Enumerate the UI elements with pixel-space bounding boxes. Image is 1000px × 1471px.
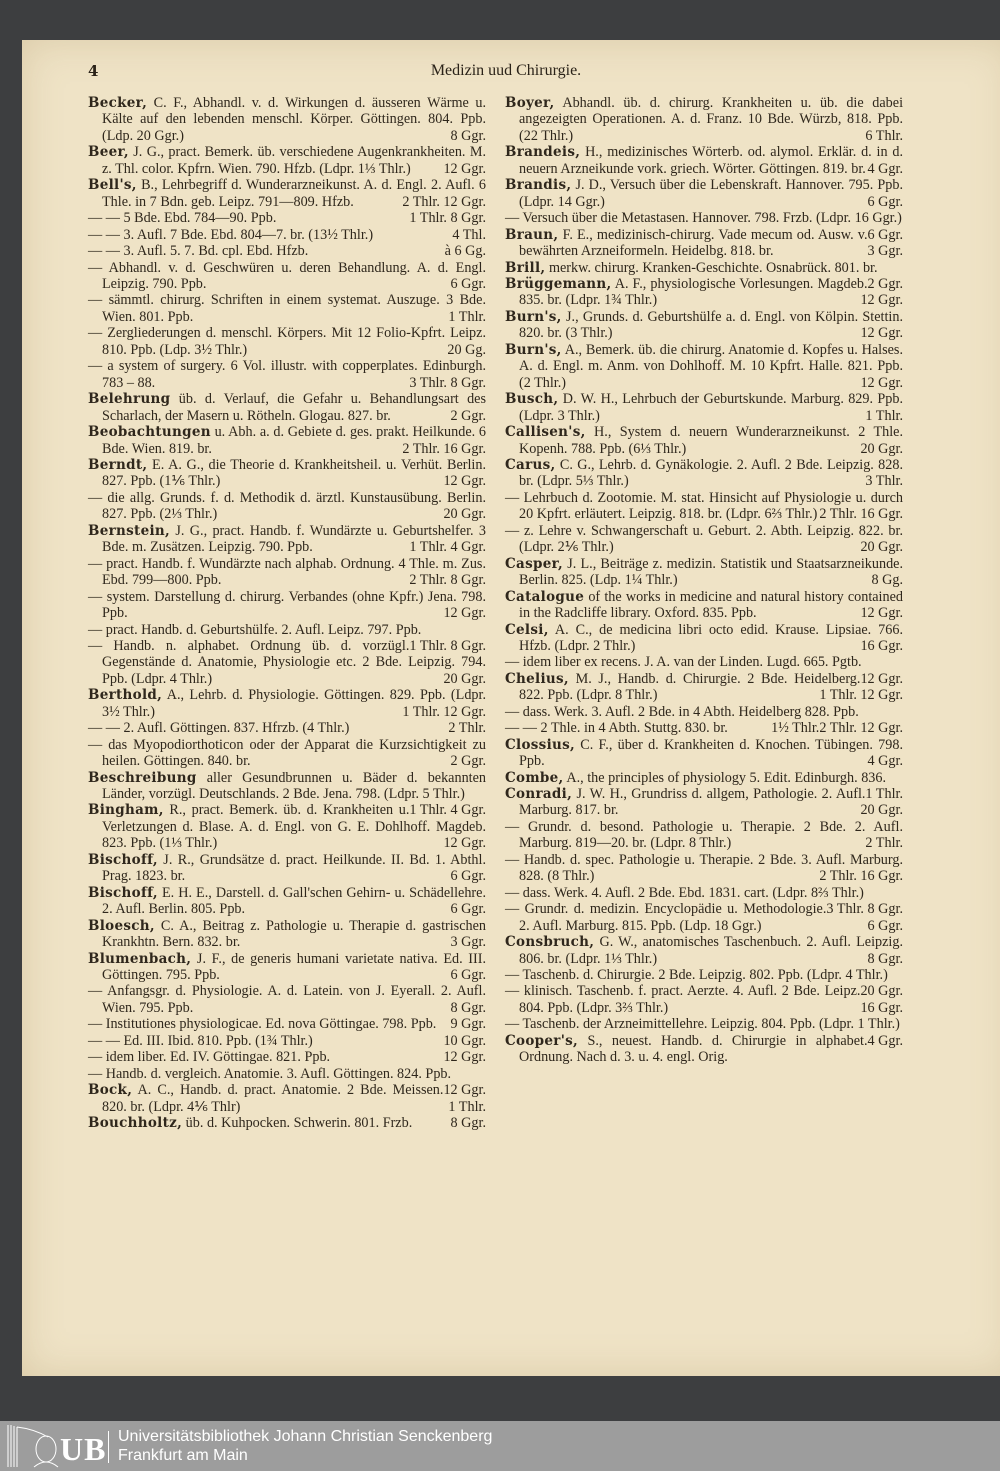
left-column [88, 95, 486, 1132]
entry-description: — sämmtl. chirurg. Schriften in einem systemat. Auszuge. 3 Bde. Wien. 801. Ppb. [88, 292, 486, 325]
entry-description: — Abhandl. v. d. Geschwüren u. deren Behandlung. A. d. Engl. Leipzig. 790. Ppb. [88, 259, 486, 292]
entry-price: 8 Ggr. [450, 999, 486, 1016]
entry-price: 1½ Thlr. [771, 720, 820, 737]
entry-author: Brandis, [505, 177, 572, 194]
catalog-entry [88, 951, 486, 984]
entry-description: A., the principles of physiology 5. Edit. Edinburgh. 836. [566, 769, 887, 786]
catalog-entry [88, 885, 486, 918]
catalog-entry [505, 523, 903, 556]
catalog-entry [88, 243, 486, 259]
catalog-entry [505, 589, 903, 622]
catalog-entry [505, 95, 903, 144]
entry-author: Bischoff, [88, 851, 158, 868]
entry-description: E. A. G., die Theorie d. Krankheitsheil. u. Verhüt. Berlin. 827. Ppb. (1⅙ Thlr.) [102, 456, 486, 490]
entry-description: üb. d. Kuhpocken. Schwerin. 801. Frzb. [185, 1115, 413, 1132]
catalog-entry [88, 490, 486, 523]
entry-description: — Institutiones physiologicae. Ed. nova Göttingae. 798. Ppb. [88, 1016, 437, 1033]
entry-description: J. F., de generis humani varietate nativa. Ed. III. Göttingen. 795. Ppb. [102, 950, 487, 984]
entry-price: 6 Ggr. [450, 868, 486, 885]
entry-description: u. Abh. a. d. Gebiete d. ges. prakt. Heilkunde. 6 Bde. Wien. 819. br. [102, 424, 486, 457]
entry-description: — Handb. d. vergleich. Anatomie. 3. Aufl. Göttingen. 824. Ppb. [88, 1065, 452, 1082]
entry-price: 20 Ggr. [860, 802, 903, 819]
catalog-entry [88, 325, 486, 358]
entry-author: Callisen's, [505, 424, 586, 441]
entry-author: Bloesch, [88, 917, 155, 934]
entry-price: 20 Gg. [447, 341, 486, 358]
entry-description: Abhandl. üb. d. chirurg. Krankheiten u. üb. die dabei angezeigten Operationen. A. d. Franz. 10 Bde. Würzb, 818. Ppb. (22 Thlr.) [519, 95, 904, 144]
entry-author: Casper, [505, 555, 564, 572]
logo-divider [108, 1431, 109, 1463]
page-header [88, 62, 924, 82]
catalog-entry [505, 786, 903, 819]
entry-author: Chelius, [505, 670, 569, 687]
catalog-entry [88, 852, 486, 885]
entry-price: 1 Thlr. 4 Ggr. [409, 539, 486, 556]
entry-author: Boyer, [505, 95, 555, 111]
entry-description: C. F., Abhandl. v. d. Wirkungen d. äusseren Wärme u. Kälte auf den lebenden menschl. Körper. Göttingen. 804. Ppb. (Ldp. 20 Ggr.) [102, 95, 487, 144]
entry-author: Celsi, [505, 621, 549, 638]
entry-price: 6 Ggr. [450, 901, 486, 918]
entry-description: — a system of surgery. 6 Vol. illustr. with copperplates. Edinburgh. 783 – 88. [88, 358, 486, 391]
entry-author: Beobachtungen [88, 424, 211, 441]
catalog-entry [88, 983, 486, 1016]
entry-description: G. W., anatomisches Taschenbuch. 2. Aufl. Leipzig. 806. br. (Ldpr. 1⅓ Thlr.) [519, 934, 903, 967]
entry-description: H., System d. neuern Wunderarzneikunst. 2 Thle. Kopenh. 788. Ppb. (6⅓ Thlr.) [519, 424, 903, 457]
library-name [118, 1427, 492, 1465]
entry-price: 12 Ggr. [860, 670, 903, 687]
entry-description: H., medizinisches Wörterb. od. alymol. Erklär. d. in d. neuern Arzneikunde vork. griech. Wörter. Göttingen. 819. br. [519, 144, 904, 177]
catalog-entry [88, 687, 486, 720]
entry-price: 6 Ggr. [867, 193, 903, 210]
catalog-entry [505, 342, 903, 391]
entry-price: 6 Ggr. [450, 967, 486, 984]
entry-description: — das Myopodiorthoticon oder der Apparat die Kurzsichtigkeit zu heilen. Göttingen. 840. br. [88, 736, 486, 770]
entry-price: 1 Thlr. [865, 407, 903, 424]
entry-description: — dass. Werk. 3. Aufl. 2 Bde. in 4 Abth. Heidelberg 828. Ppb. [505, 703, 859, 720]
entry-author: Burn's, [505, 308, 562, 325]
entry-price: 6 Ggr. [867, 226, 903, 243]
entry-author: Consbruch, [505, 934, 595, 951]
page-number: 4 [88, 62, 99, 80]
entry-author: Belehrung [88, 391, 171, 408]
entry-price: 8 Gg. [871, 572, 903, 589]
entry-description: — — 3. Aufl. 7 Bde. Ebd. 804—7. br. (13½ Thlr.) [88, 226, 374, 243]
entry-price: 2 Ggr. [450, 407, 486, 424]
entry-description: — Taschenb. der Arzneimittellehre. Leipzig. 804. Ppb. (Ldpr. 1 Thlr.) [505, 1016, 900, 1033]
entry-price: 16 Ggr. [860, 637, 903, 654]
entry-price: 2 Ggr. [867, 275, 903, 292]
entry-price: 12 Ggr. [860, 605, 903, 622]
catalog-entry [88, 737, 486, 770]
entry-price: 12 Ggr. [443, 1049, 486, 1066]
entry-price: 1 Thlr. 8 Ggr. [409, 637, 486, 654]
entry-author: Beer, [88, 144, 129, 161]
catalog-entry [88, 358, 486, 391]
catalog-entry [88, 1115, 486, 1131]
entry-price: 3 Thlr. [865, 473, 903, 490]
entry-description: J. L., Beiträge z. medizin. Statistik und Staatsarzneikunde. Berlin. 825. (Ldp. 1¼ Thlr.) [519, 555, 904, 589]
entry-description: — idem liber ex recens. J. A. van der Linden. Lugd. 665. Pgtb. [505, 654, 862, 671]
entry-author: Brandeis, [505, 144, 581, 161]
entry-description: — Versuch über die Metastasen. Hannover. 798. Frzb. (Ldpr. 16 Ggr.) [505, 210, 902, 227]
entry-description: üb. d. Verlauf, die Gefahr u. Behandlungsart des Scharlach, der Masern u. Rötheln. Glogau. 827. br. [102, 391, 486, 424]
entry-price: 6 Thlr. [865, 127, 903, 144]
entry-description: — — 5 Bde. Ebd. 784—90. Ppb. [88, 210, 277, 227]
entry-author: Blumenbach, [88, 950, 192, 967]
catalog-entry [505, 737, 903, 770]
entry-description: — Taschenb. d. Chirurgie. 2 Bde. Leipzig. 802. Ppb. (Ldpr. 4 Thlr.) [505, 967, 888, 984]
catalog-entry [88, 918, 486, 951]
entry-author: Berndt, [88, 456, 148, 473]
entry-price: 3 Thlr. 8 Ggr. [826, 901, 903, 918]
catalog-entry [505, 276, 903, 309]
catalog-entry [88, 523, 486, 556]
entry-price: 1 Thlr. 8 Ggr. [409, 210, 486, 227]
entry-price: 12 Ggr. [443, 473, 486, 490]
entry-author: Carus, [505, 456, 556, 473]
entry-author: Berthold, [88, 687, 163, 704]
catalog-entry [505, 671, 903, 704]
entry-author: Clossius, [505, 736, 576, 753]
right-column [505, 95, 903, 1066]
catalog-entry [88, 621, 486, 654]
entry-price: 4 Thl. [452, 226, 486, 243]
entry-price: 3 Ggr. [450, 934, 486, 951]
catalog-entry [88, 424, 486, 457]
catalog-entry [88, 144, 486, 177]
entry-price: 12 Ggr. [443, 1082, 486, 1099]
entry-description: J., Grunds. d. Geburtshülfe a. d. Engl. von Kölpin. Stettin. 820. br. (3 Thlr.) [519, 308, 904, 342]
catalog-entry [88, 589, 486, 622]
entry-author: Becker, [88, 95, 148, 111]
entry-price: 20 Ggr. [443, 670, 486, 687]
entry-description: J. R., Grundsätze d. pract. Heilkunde. II. Bd. 1. Abthl. Prag. 1823. br. [102, 851, 486, 885]
entry-price: 8 Ggr. [867, 950, 903, 967]
entry-description: — — 2 Thle. in 4 Abth. Stuttg. 830. br. [505, 720, 728, 737]
entry-description: S., neuest. Handb. d. Chirurgie in alphabet. Ordnung. Nach d. 3. u. 4. engl. Orig. [519, 1032, 868, 1066]
entry-author: Bell's, [88, 177, 137, 194]
entry-author: Busch, [505, 391, 559, 408]
entry-price: 12 Ggr. [443, 835, 486, 852]
catalog-entry [88, 1033, 486, 1049]
entry-description: — — Ed. III. Ibid. 810. Ppb. (1¾ Thlr.) [88, 1032, 313, 1049]
entry-price: 12 Ggr. [860, 292, 903, 309]
catalog-entry [505, 391, 903, 424]
catalog-entry [88, 177, 486, 210]
library-name-line2: Frankfurt am Main [118, 1447, 248, 1464]
entry-description: — die allg. Grunds. f. d. Methodik d. ärztl. Kunstausübung. Berlin. 827. Ppb. (2⅓ Thlr.) [88, 489, 486, 523]
entry-description: F. E., medizinisch-chirurg. Vade mecum od. Ausw. v. bewährten Arzneiformeln. Heidelbg. 818. br. [519, 226, 868, 260]
entry-price: 16 Ggr. [860, 999, 903, 1016]
entry-author: Cooper's, [505, 1032, 579, 1049]
entry-description: — Grundr. d. besond. Pathologie u. Therapie. 2 Bde. 2. Aufl. Marburg. 819—20. br. (Ldpr. 8 Thlr.) [505, 818, 903, 852]
entry-author: Bingham, [88, 802, 164, 819]
entry-author: Bernstein, [88, 522, 170, 539]
entry-description: R., pract. Bemerk. üb. d. Krankheiten u. Verletzungen d. Blase. A. d. Engl. von G. E. Dohlhoff. Magdeb. 823. Ppb. (1⅓ Thlr.) [102, 802, 486, 852]
catalog-entry [505, 556, 903, 589]
catalog-entry [88, 1016, 486, 1032]
entry-description: C. A., Beitrag z. Pathologie u. Therapie d. gastrischen Krankhtn. Bern. 832. br. [102, 917, 486, 951]
entry-description: — Grundr. d. medizin. Encyclopädie u. Methodologie. 2. Aufl. Marburg. 815. Ppb. (Ldp. 18 Ggr.) [505, 901, 827, 934]
entry-description: — — 3. Aufl. 5. 7. Bd. cpl. Ebd. Hfzb. [88, 243, 309, 260]
entry-description: A. C., de medicina libri octo edid. Krause. Lipsiae. 766. Hfzb. (Ldpr. 2 Thlr.) [519, 621, 903, 654]
entry-author: Bischoff, [88, 884, 158, 901]
entry-description: J. G., pract. Handb. f. Wundärzte u. Geburtshelfer. 3 Bde. m. Zusätzen. Leipzig. 790. Ppb. [102, 522, 487, 556]
entry-author: Conradi, [505, 786, 573, 803]
entry-price: 12 Ggr. [443, 160, 486, 177]
entry-price: 2 Thlr. [865, 835, 903, 852]
entry-price: 8 Ggr. [450, 127, 486, 144]
entry-description: C. F., über d. Krankheiten d. Knochen. Tübingen. 798. Ppb. [519, 736, 903, 770]
catalog-entry [505, 934, 903, 967]
ub-logo-text: UB [60, 1431, 107, 1467]
entry-author: Braun, [505, 226, 559, 243]
entry-price: 10 Ggr. [443, 1032, 486, 1049]
entry-price: 4 Ggr. [867, 1032, 903, 1049]
entry-author: Bouchholtz, [88, 1115, 183, 1132]
running-title: Medizin uud Chirurgie. [430, 62, 582, 79]
entry-price: 20 Ggr. [860, 983, 903, 1000]
catalog-entry [505, 622, 903, 655]
entry-price: 2 Thlr. [448, 720, 486, 737]
entry-price: 20 Ggr. [860, 539, 903, 556]
catalog-entry [88, 210, 486, 226]
entry-price: 2 Ggr. [450, 753, 486, 770]
catalog-entry [505, 177, 903, 210]
catalog-entry [88, 227, 486, 243]
entry-price: 2 Thlr. 16 Ggr. [402, 440, 486, 457]
entry-price: 2 Thlr. 16 Ggr. [819, 868, 903, 885]
entry-description: A. C., Handb. d. pract. Anatomie. 2 Bde. Meissen. 820. br. (Ldpr. 4⅙ Thlr) [102, 1082, 444, 1115]
entry-price: 1 Thlr. [448, 1098, 486, 1115]
catalog-entry [88, 720, 486, 736]
entry-description: J. D., Versuch über die Lebenskraft. Hannover. 795. Ppb. (Ldpr. 14 Ggr.) [519, 177, 903, 210]
entry-author: Combe, [505, 769, 564, 786]
entry-price: 2 Thlr. 12 Ggr. [819, 720, 903, 737]
entry-price: 8 Ggr. [450, 1115, 486, 1132]
entry-description: M. J., Handb. d. Chirurgie. 2 Bde. Heidelberg. 822. Ppb. (Ldpr. 8 Thlr.) [519, 670, 861, 704]
entry-description: — system. Darstellung d. chirurg. Verbandes (ohne Kpfr.) Jena. 798. Ppb. [88, 588, 486, 622]
entry-description: A., Lehrb. d. Physiologie. Göttingen. 829. Ppb. (Ldpr. 3½ Thlr.) [102, 687, 486, 720]
entry-description: — Handb. n. alphabet. Ordnung üb. d. vorzügl. Gegenstände d. Anatomie, Physiologie etc. 2 Bde. Leipzig. 794. Ppb. (Ldpr. 4 Thlr.) [88, 637, 486, 687]
catalog-entry [88, 556, 486, 589]
entry-author: Bock, [88, 1082, 133, 1099]
catalog-entry [505, 1033, 903, 1066]
catalog-entry [88, 391, 486, 424]
catalog-entry [88, 1082, 486, 1115]
entry-description: A. F., physiologische Vorlesungen. Magdeb. 835. br. (Ldpr. 1¾ Thlr.) [519, 275, 868, 309]
entry-price: 12 Ggr. [443, 605, 486, 622]
entry-description: — z. Lehre v. Schwangerschaft u. Geburt. 2. Abth. Leipzig. 822. br. (Ldpr. 2⅙ Thlr.) [505, 522, 903, 556]
catalog-entry [505, 424, 903, 457]
catalog-entry [505, 983, 903, 1016]
entry-description: — — 2. Aufl. Göttingen. 837. Hfrzb. (4 Thlr.) [88, 720, 350, 737]
entry-price: 1 Thlr. [448, 308, 486, 325]
entry-description: D. W. H., Lehrbuch der Geburtskunde. Marburg. 829. Ppb. (Ldpr. 3 Thlr.) [519, 391, 904, 424]
entry-price: 3 Ggr. [867, 243, 903, 260]
scanned-page [22, 40, 1000, 1376]
entry-description: — dass. Werk. 4. Aufl. 2 Bde. Ebd. 1831. cart. (Ldpr. 8⅔ Thlr.) [505, 884, 864, 901]
catalog-entry [88, 457, 486, 490]
entry-price: 3 Thlr. 8 Ggr. [409, 374, 486, 391]
entry-price: 4 Ggr. [867, 753, 903, 770]
entry-author: Burn's, [505, 341, 562, 358]
entry-price: 6 Ggr. [450, 275, 486, 292]
catalog-entry [88, 292, 486, 325]
entry-description: — Zergliederungen d. menschl. Körpers. Mit 12 Folio-Kpfrt. Leipz. 810. Ppb. (Ldp. 3½ Thlr.) [88, 325, 486, 358]
entry-price: 1 Thlr. 4 Ggr. [409, 802, 486, 819]
entry-description: J. W. H., Grundriss d. allgem, Pathologie. 2. Aufl. Marburg. 817. br. [519, 786, 866, 819]
catalog-entry [505, 457, 903, 490]
entry-description: — klinisch. Taschenb. f. pract. Aerzte. 4. Aufl. 2 Bde. Leipz. 804. Ppb. (Ldpr. 3⅔ Thlr.) [505, 983, 861, 1016]
catalog-entry [505, 227, 903, 260]
entry-author: Brüggemann, [505, 275, 612, 292]
entry-price: 1 Thlr. [865, 786, 903, 803]
entry-description: C. G., Lehrb. d. Gynäkologie. 2. Aufl. 2 Bde. Leipzig. 828. br. (Ldpr. 5⅓ Thlr.) [519, 456, 903, 490]
entry-description: — pract. Handb. f. Wundärzte nach alphab. Ordnung. 4 Thle. m. Zus. Ebd. 799—800. Ppb. [88, 555, 486, 589]
entry-price: 6 Ggr. [867, 917, 903, 934]
entry-price: 12 Ggr. [860, 325, 903, 342]
entry-description: J. G., pract. Bemerk. üb. verschiedene Augenkrankheiten. M. z. Thl. color. Kpfrn. Wien. 790. Hfzb. (Ldpr. 1⅓ Thlr.) [102, 144, 486, 177]
entry-price: 2 Thlr. 8 Ggr. [409, 572, 486, 589]
entry-price: 1 Thlr. 12 Ggr. [819, 687, 903, 704]
entry-description: — Anfangsgr. d. Physiologie. A. d. Latein. von J. Eyerall. 2. Aufl. Wien. 795. Ppb. [88, 983, 486, 1016]
catalog-entry [88, 1049, 486, 1065]
entry-price: à 6 Gg. [444, 243, 486, 260]
entry-description: E. H. E., Darstell. d. Gall'schen Gehirn- u. Schädellehre. 2. Aufl. Berlin. 805. Ppb. [102, 884, 486, 918]
catalog-entry [505, 144, 903, 177]
entry-author: Beschreibung [88, 769, 197, 786]
entry-author: Catalogue [505, 588, 585, 605]
entry-price: 20 Ggr. [443, 506, 486, 523]
library-footer [0, 1421, 1000, 1471]
entry-description: aller Gesundbrunnen u. Bäder d. bekannten Länder, vorzügl. Deutschlands. 2 Bde. Jena. 798. (Ldpr. 5 Thlr.) [102, 769, 486, 803]
catalog-entry [88, 260, 486, 293]
entry-price: 1 Thlr. 12 Ggr. [402, 703, 486, 720]
catalog-entry [505, 819, 903, 852]
entry-price: 20 Ggr. [860, 440, 903, 457]
entry-description: — Handb. d. spec. Pathologie u. Therapie. 2 Bde. 3. Aufl. Marburg. 828. (8 Thlr.) [505, 851, 903, 885]
entry-price: 2 Thlr. 16 Ggr. [819, 506, 903, 523]
entry-description: — idem liber. Ed. IV. Göttingae. 821. Ppb. [88, 1049, 331, 1066]
entry-price: 4 Ggr. [867, 160, 903, 177]
entry-price: 12 Ggr. [860, 374, 903, 391]
catalog-entry [88, 95, 486, 144]
entry-description: — pract. Handb. d. Geburtshülfe. 2. Aufl. Leipz. 797. Ppb. [88, 621, 422, 638]
entry-description: B., Lehrbegriff d. Wunderarzneikunst. A. d. Engl. 2. Aufl. 6 Thle. in 7 Bdn. geb. Leipz. 791—809. Hfzb. [102, 177, 486, 210]
catalog-entry [505, 490, 903, 523]
library-name-line1: Universitätsbibliothek Johann Christian Senckenberg [118, 1428, 493, 1445]
entry-price: 2 Thlr. 12 Ggr. [402, 193, 486, 210]
entry-description: — Lehrbuch d. Zootomie. M. stat. Hinsicht auf Physiologie u. durch 20 Kpfrt. erläutert. Leipzig. 818. br. (Ldpr. 6⅔ Thlr.) [505, 489, 903, 523]
entry-description: merkw. chirurg. Kranken-Geschichte. Osnabrück. 801. br. [548, 259, 878, 276]
entry-price: 9 Ggr. [450, 1016, 486, 1033]
entry-description: of the works in medicine and natural history contained in the Radcliffe library. Oxford. 835. Ppb. [519, 588, 903, 622]
catalog-entry [505, 852, 903, 885]
entry-author: Brill, [505, 259, 546, 276]
catalog-entry [505, 309, 903, 342]
entry-description: A., Bemerk. üb. die chirurg. Anatomie d. Kopfes u. Halses. A. d. Engl. m. Anm. von Dohlhoff. M. 10 Kpfrt. Halle. 821. Ppb. (2 Thlr.) [519, 341, 904, 391]
